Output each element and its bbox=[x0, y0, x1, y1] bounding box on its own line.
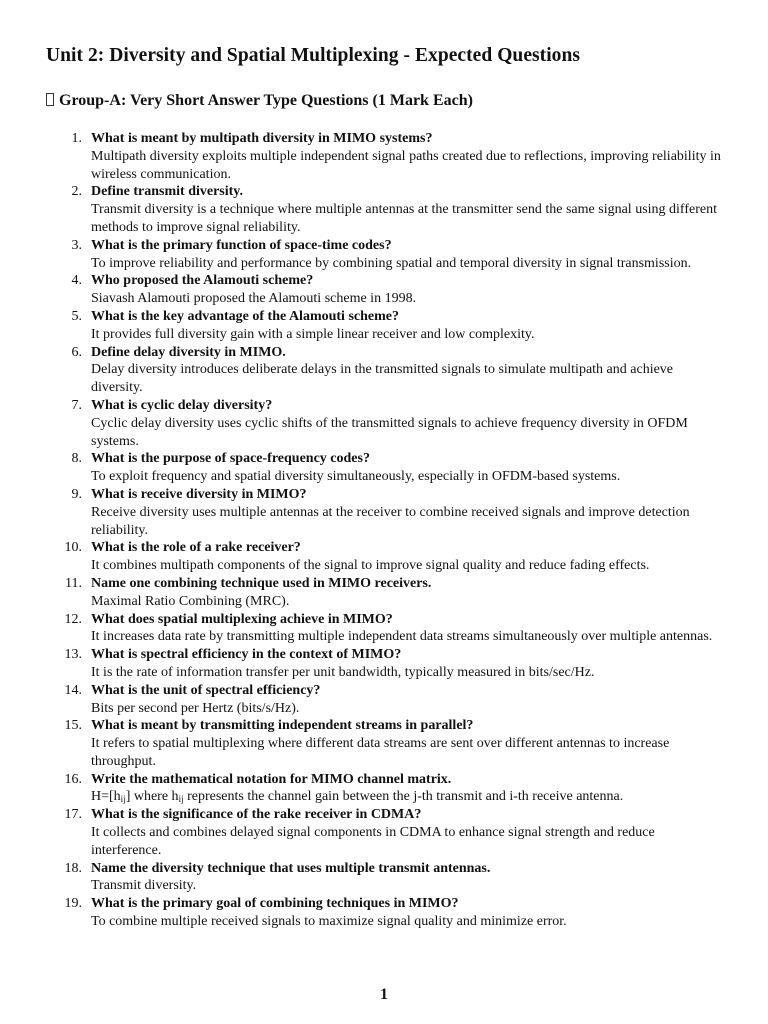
answer-text: Delay diversity introduces deliberate delays in the transmitted signals to simulate multipath and achieve diversity. bbox=[91, 362, 674, 396]
question-text: What is meant by multipath diversity in MIMO systems? bbox=[91, 131, 433, 146]
question-text: What is the primary goal of combining techniques in MIMO? bbox=[91, 896, 459, 912]
subscript: ij bbox=[178, 794, 184, 805]
question-text: What is the role of a rake receiver? bbox=[91, 540, 301, 556]
list-item bbox=[0, 272, 768, 308]
list-item bbox=[0, 237, 768, 273]
answer-text: It provides full diversity gain with a simple linear receiver and low complexity. bbox=[91, 326, 535, 342]
question-text: What is receive diversity in MIMO? bbox=[91, 486, 307, 502]
question-number: 11. bbox=[65, 575, 82, 591]
question-number: 15. bbox=[64, 718, 82, 734]
answer-text-part: represents the channel gain between the j-th transmit and i-th receive antenna. bbox=[183, 789, 624, 805]
answer-text bbox=[91, 788, 728, 806]
question-number: 16. bbox=[64, 771, 82, 787]
question-number: 19. bbox=[64, 896, 82, 912]
question-number: 12. bbox=[64, 611, 82, 627]
answer-text: Maximal Ratio Combining (MRC). bbox=[91, 593, 290, 609]
answer-text: It collects and combines delayed signal components in CDMA to enhance signal strength and reduce interference. bbox=[91, 825, 655, 858]
page-title: Unit 2: Diversity and Spatial Multiplexing - Expected Questions bbox=[46, 45, 581, 66]
answer-text: Receive diversity uses multiple antennas at the receiver to combine received signals and improve detection reliability. bbox=[91, 504, 690, 538]
list-item bbox=[0, 717, 768, 770]
missing-glyph-icon bbox=[46, 93, 54, 106]
answer-text: Transmit diversity is a technique where multiple antennas at the transmitter send the same signal using different methods to improve signal reliability. bbox=[91, 202, 717, 235]
answer-text: It is the rate of information transfer per unit bandwidth, typically measured in bits/sec/Hz. bbox=[91, 664, 595, 680]
list-item bbox=[0, 130, 768, 183]
list-item bbox=[0, 397, 768, 450]
question-number: 1. bbox=[71, 131, 82, 146]
question-number: 5. bbox=[71, 308, 82, 324]
group-heading-text: Group-A: Very Short Answer Type Questions (1 Mark Each) bbox=[59, 92, 473, 109]
list-item bbox=[0, 183, 768, 236]
question-list bbox=[0, 130, 768, 931]
list-item bbox=[0, 895, 768, 931]
question-text: Define transmit diversity. bbox=[91, 184, 244, 200]
question-number: 14. bbox=[64, 682, 82, 698]
question-text: What is meant by transmitting independent streams in parallel? bbox=[91, 718, 474, 734]
list-item bbox=[0, 682, 768, 718]
question-number: 9. bbox=[71, 486, 82, 502]
answer-text: It increases data rate by transmitting multiple independent data streams simultaneously over multiple antennas. bbox=[91, 629, 713, 645]
list-item bbox=[0, 646, 768, 682]
page-number: 1 bbox=[380, 986, 388, 1003]
question-text: Name the diversity technique that uses multiple transmit antennas. bbox=[91, 860, 491, 876]
answer-text: To combine multiple received signals to maximize signal quality and minimize error. bbox=[91, 914, 567, 930]
question-number: 10. bbox=[64, 540, 82, 556]
question-text: What is the significance of the rake receiver in CDMA? bbox=[91, 807, 422, 823]
question-number: 4. bbox=[71, 273, 82, 289]
question-text: What is the unit of spectral efficiency? bbox=[91, 682, 321, 698]
list-item bbox=[0, 308, 768, 344]
question-number: 3. bbox=[71, 237, 82, 253]
answer-text: Cyclic delay diversity uses cyclic shifts of the transmitted signals to achieve frequency diversity in OFDM systems. bbox=[91, 415, 688, 449]
answer-text: To exploit frequency and spatial diversity simultaneously, especially in OFDM-based systems. bbox=[91, 469, 621, 485]
question-text: Write the mathematical notation for MIMO channel matrix. bbox=[91, 771, 452, 787]
list-item bbox=[0, 450, 768, 486]
answer-text: Bits per second per Hertz (bits/s/Hz). bbox=[91, 700, 300, 716]
question-number: 2. bbox=[71, 184, 82, 200]
answer-text: To improve reliability and performance by combining spatial and temporal diversity in signal transmission. bbox=[91, 255, 692, 271]
question-text: What is the purpose of space-frequency codes? bbox=[91, 451, 370, 467]
question-number: 13. bbox=[64, 647, 82, 663]
answer-text-part: H=[h bbox=[91, 789, 121, 805]
question-text: What is the primary function of space-time codes? bbox=[91, 237, 392, 253]
question-number: 7. bbox=[71, 397, 82, 413]
answer-text: Transmit diversity. bbox=[91, 878, 197, 894]
list-item bbox=[0, 771, 768, 807]
question-text: Who proposed the Alamouti scheme? bbox=[91, 273, 314, 289]
list-item bbox=[0, 611, 768, 647]
answer-text: It combines multipath components of the signal to improve signal quality and reduce fading effects. bbox=[91, 558, 650, 574]
list-item bbox=[0, 860, 768, 896]
list-item bbox=[0, 344, 768, 397]
question-text: What is spectral efficiency in the context of MIMO? bbox=[91, 647, 402, 663]
list-item bbox=[0, 575, 768, 611]
list-item bbox=[0, 486, 768, 539]
answer-text: Multipath diversity exploits multiple independent signal paths created due to reflections, improving reliability in wireless communication. bbox=[91, 148, 721, 182]
answer-text: It refers to spatial multiplexing where different data streams are sent over different antennas to increase throughput. bbox=[91, 736, 670, 769]
list-item bbox=[0, 539, 768, 575]
question-number: 17. bbox=[64, 807, 82, 823]
answer-text-part: ] where h bbox=[125, 789, 179, 805]
question-number: 6. bbox=[71, 344, 82, 360]
list-item bbox=[0, 806, 768, 859]
group-heading bbox=[46, 92, 473, 110]
answer-text: Siavash Alamouti proposed the Alamouti scheme in 1998. bbox=[91, 291, 417, 307]
subscript: ij bbox=[120, 794, 126, 805]
question-number: 8. bbox=[71, 451, 82, 467]
question-text: What does spatial multiplexing achieve in MIMO? bbox=[91, 611, 393, 627]
question-text: What is cyclic delay diversity? bbox=[91, 397, 273, 413]
question-text: Define delay diversity in MIMO. bbox=[91, 344, 286, 360]
question-text: Name one combining technique used in MIMO receivers. bbox=[91, 575, 432, 591]
question-text: What is the key advantage of the Alamouti scheme? bbox=[91, 308, 399, 324]
question-number: 18. bbox=[64, 860, 82, 876]
